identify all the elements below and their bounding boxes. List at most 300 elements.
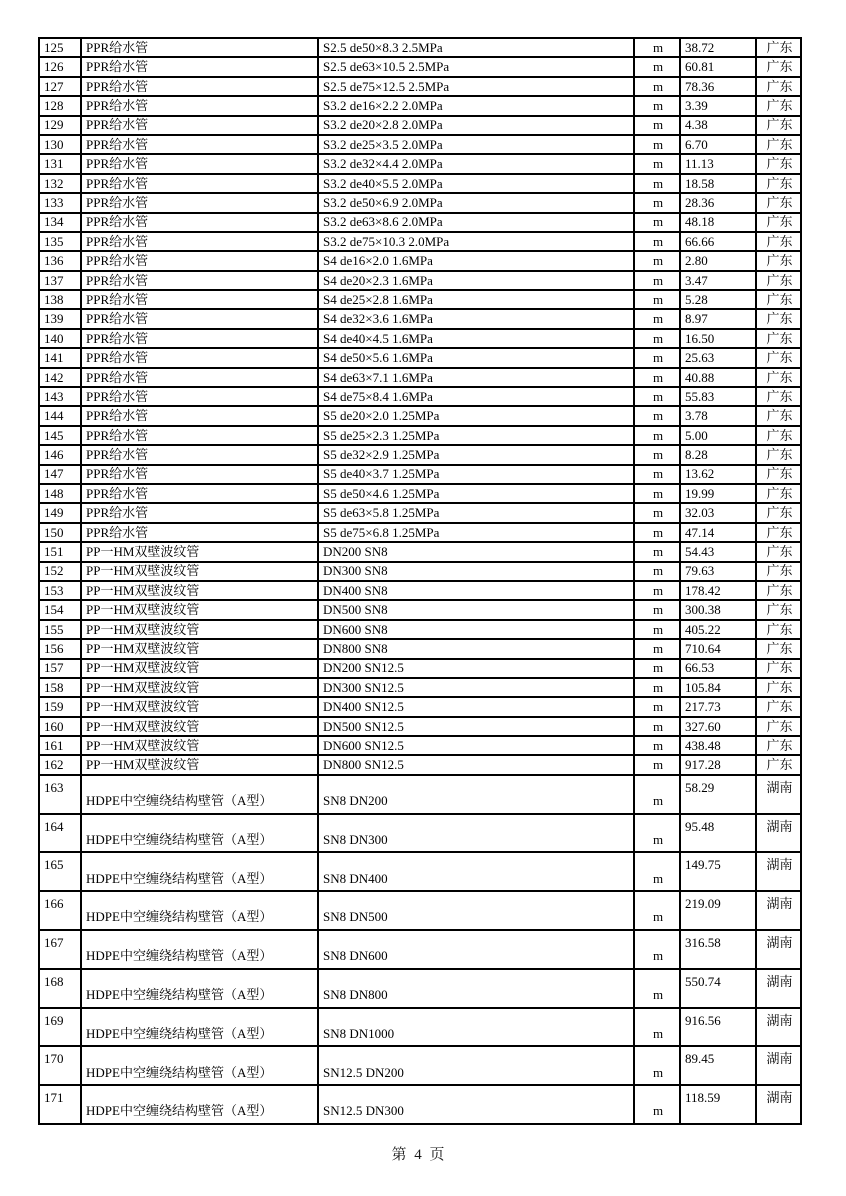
price-cell: 25.63 — [680, 348, 756, 367]
row-number-cell: 160 — [39, 717, 81, 736]
row-number-cell: 142 — [39, 368, 81, 387]
item-name-cell: PP一HM双壁波纹管 — [81, 717, 318, 736]
table-row — [39, 697, 801, 716]
row-number-cell: 168 — [39, 969, 81, 1008]
spec-cell: DN500 SN12.5 — [318, 717, 634, 736]
row-number-cell: 165 — [39, 852, 81, 891]
item-name-cell: PPR给水管 — [81, 251, 318, 270]
row-number-cell: 148 — [39, 484, 81, 503]
unit-cell: m — [634, 775, 680, 814]
spec-cell: S4 de32×3.6 1.6MPa — [318, 309, 634, 328]
spec-cell: S3.2 de32×4.4 2.0MPa — [318, 154, 634, 173]
item-name-cell: PPR给水管 — [81, 174, 318, 193]
region-cell: 广东 — [756, 755, 801, 774]
region-cell: 广东 — [756, 406, 801, 425]
unit-cell: m — [634, 523, 680, 542]
table-row — [39, 542, 801, 561]
unit-cell: m — [634, 891, 680, 930]
row-number-cell: 169 — [39, 1008, 81, 1047]
spec-cell: SN8 DN800 — [318, 969, 634, 1008]
spec-cell: SN8 DN300 — [318, 814, 634, 853]
spec-cell: DN800 SN8 — [318, 639, 634, 658]
spec-cell: S5 de75×6.8 1.25MPa — [318, 523, 634, 542]
region-cell: 广东 — [756, 697, 801, 716]
row-number-cell: 139 — [39, 309, 81, 328]
row-number-cell: 155 — [39, 620, 81, 639]
row-number-cell: 126 — [39, 57, 81, 76]
item-name-cell: HDPE中空缠绕结构壁管（A型） — [81, 969, 318, 1008]
item-name-cell: PP一HM双壁波纹管 — [81, 678, 318, 697]
spec-cell: S3.2 de75×10.3 2.0MPa — [318, 232, 634, 251]
item-name-cell: PPR给水管 — [81, 523, 318, 542]
unit-cell: m — [634, 38, 680, 57]
price-cell: 6.70 — [680, 135, 756, 154]
region-cell: 广东 — [756, 484, 801, 503]
table-row — [39, 891, 801, 930]
table-row — [39, 639, 801, 658]
table-row — [39, 1008, 801, 1047]
price-cell: 60.81 — [680, 57, 756, 76]
table-row — [39, 135, 801, 154]
unit-cell: m — [634, 406, 680, 425]
item-name-cell: PPR给水管 — [81, 96, 318, 115]
item-name-cell: PPR给水管 — [81, 290, 318, 309]
row-number-cell: 136 — [39, 251, 81, 270]
price-cell: 217.73 — [680, 697, 756, 716]
item-name-cell: PP一HM双壁波纹管 — [81, 697, 318, 716]
spec-cell: S3.2 de16×2.2 2.0MPa — [318, 96, 634, 115]
row-number-cell: 149 — [39, 503, 81, 522]
region-cell: 广东 — [756, 77, 801, 96]
item-name-cell: PPR给水管 — [81, 232, 318, 251]
spec-cell: S5 de32×2.9 1.25MPa — [318, 445, 634, 464]
item-name-cell: HDPE中空缠绕结构壁管（A型） — [81, 852, 318, 891]
unit-cell: m — [634, 135, 680, 154]
table-row — [39, 290, 801, 309]
region-cell: 广东 — [756, 251, 801, 270]
row-number-cell: 166 — [39, 891, 81, 930]
row-number-cell: 154 — [39, 600, 81, 619]
item-name-cell: PP一HM双壁波纹管 — [81, 581, 318, 600]
price-cell: 105.84 — [680, 678, 756, 697]
spec-cell: S4 de40×4.5 1.6MPa — [318, 329, 634, 348]
row-number-cell: 151 — [39, 542, 81, 561]
table-row — [39, 678, 801, 697]
row-number-cell: 132 — [39, 174, 81, 193]
price-cell: 3.47 — [680, 271, 756, 290]
spec-cell: SN8 DN200 — [318, 775, 634, 814]
price-cell: 219.09 — [680, 891, 756, 930]
price-cell: 40.88 — [680, 368, 756, 387]
spec-cell: SN12.5 DN200 — [318, 1046, 634, 1085]
unit-cell: m — [634, 232, 680, 251]
spec-cell: DN400 SN12.5 — [318, 697, 634, 716]
table-row — [39, 600, 801, 619]
table-row — [39, 581, 801, 600]
table-row — [39, 271, 801, 290]
price-table — [38, 37, 802, 1125]
price-cell: 8.97 — [680, 309, 756, 328]
region-cell: 广东 — [756, 581, 801, 600]
region-cell: 湖南 — [756, 930, 801, 969]
row-number-cell: 146 — [39, 445, 81, 464]
row-number-cell: 134 — [39, 213, 81, 232]
item-name-cell: PP一HM双壁波纹管 — [81, 659, 318, 678]
row-number-cell: 167 — [39, 930, 81, 969]
table-row — [39, 852, 801, 891]
region-cell: 广东 — [756, 271, 801, 290]
price-cell: 18.58 — [680, 174, 756, 193]
spec-cell: S4 de20×2.3 1.6MPa — [318, 271, 634, 290]
region-cell: 广东 — [756, 329, 801, 348]
page-footer — [38, 1143, 800, 1164]
region-cell: 广东 — [756, 717, 801, 736]
spec-cell: S2.5 de75×12.5 2.5MPa — [318, 77, 634, 96]
table-row — [39, 445, 801, 464]
table-row — [39, 620, 801, 639]
unit-cell: m — [634, 96, 680, 115]
unit-cell: m — [634, 1008, 680, 1047]
spec-cell: S4 de63×7.1 1.6MPa — [318, 368, 634, 387]
table-row — [39, 348, 801, 367]
table-row — [39, 174, 801, 193]
table-row — [39, 329, 801, 348]
region-cell: 广东 — [756, 426, 801, 445]
item-name-cell: PPR给水管 — [81, 77, 318, 96]
item-name-cell: PP一HM双壁波纹管 — [81, 639, 318, 658]
region-cell: 广东 — [756, 38, 801, 57]
region-cell: 广东 — [756, 368, 801, 387]
region-cell: 广东 — [756, 174, 801, 193]
row-number-cell: 145 — [39, 426, 81, 445]
price-cell: 66.53 — [680, 659, 756, 678]
table-row — [39, 659, 801, 678]
region-cell: 广东 — [756, 736, 801, 755]
price-cell: 28.36 — [680, 193, 756, 212]
unit-cell: m — [634, 368, 680, 387]
region-cell: 广东 — [756, 387, 801, 406]
unit-cell: m — [634, 969, 680, 1008]
unit-cell: m — [634, 736, 680, 755]
region-cell: 广东 — [756, 562, 801, 581]
region-cell: 广东 — [756, 445, 801, 464]
row-number-cell: 138 — [39, 290, 81, 309]
unit-cell: m — [634, 348, 680, 367]
spec-cell: S3.2 de50×6.9 2.0MPa — [318, 193, 634, 212]
price-cell: 4.38 — [680, 116, 756, 135]
price-cell: 316.58 — [680, 930, 756, 969]
item-name-cell: HDPE中空缠绕结构壁管（A型） — [81, 775, 318, 814]
row-number-cell: 141 — [39, 348, 81, 367]
price-cell: 3.39 — [680, 96, 756, 115]
unit-cell: m — [634, 639, 680, 658]
row-number-cell: 161 — [39, 736, 81, 755]
table-row — [39, 503, 801, 522]
price-cell: 178.42 — [680, 581, 756, 600]
table-row — [39, 562, 801, 581]
row-number-cell: 127 — [39, 77, 81, 96]
region-cell: 广东 — [756, 678, 801, 697]
unit-cell: m — [634, 484, 680, 503]
row-number-cell: 164 — [39, 814, 81, 853]
price-cell: 58.29 — [680, 775, 756, 814]
spec-cell: DN200 SN8 — [318, 542, 634, 561]
row-number-cell: 170 — [39, 1046, 81, 1085]
region-cell: 广东 — [756, 154, 801, 173]
price-table-body — [39, 38, 801, 1124]
item-name-cell: PPR给水管 — [81, 426, 318, 445]
table-row — [39, 193, 801, 212]
region-cell: 湖南 — [756, 891, 801, 930]
item-name-cell: PPR给水管 — [81, 135, 318, 154]
spec-cell: S5 de63×5.8 1.25MPa — [318, 503, 634, 522]
price-cell: 19.99 — [680, 484, 756, 503]
table-row — [39, 465, 801, 484]
unit-cell: m — [634, 271, 680, 290]
price-cell: 55.83 — [680, 387, 756, 406]
unit-cell: m — [634, 1085, 680, 1124]
table-row — [39, 309, 801, 328]
row-number-cell: 125 — [39, 38, 81, 57]
unit-cell: m — [634, 77, 680, 96]
region-cell: 湖南 — [756, 969, 801, 1008]
item-name-cell: PP一HM双壁波纹管 — [81, 620, 318, 639]
item-name-cell: PPR给水管 — [81, 38, 318, 57]
unit-cell: m — [634, 193, 680, 212]
price-cell: 78.36 — [680, 77, 756, 96]
price-cell: 11.13 — [680, 154, 756, 173]
price-cell: 54.43 — [680, 542, 756, 561]
spec-cell: DN400 SN8 — [318, 581, 634, 600]
row-number-cell: 171 — [39, 1085, 81, 1124]
spec-cell: DN600 SN12.5 — [318, 736, 634, 755]
unit-cell: m — [634, 600, 680, 619]
row-number-cell: 163 — [39, 775, 81, 814]
table-row — [39, 755, 801, 774]
table-row — [39, 38, 801, 57]
region-cell: 广东 — [756, 309, 801, 328]
table-row — [39, 96, 801, 115]
row-number-cell: 133 — [39, 193, 81, 212]
unit-cell: m — [634, 445, 680, 464]
price-cell: 118.59 — [680, 1085, 756, 1124]
table-row — [39, 426, 801, 445]
spec-cell: DN200 SN12.5 — [318, 659, 634, 678]
item-name-cell: PPR给水管 — [81, 445, 318, 464]
unit-cell: m — [634, 697, 680, 716]
table-row — [39, 387, 801, 406]
unit-cell: m — [634, 659, 680, 678]
unit-cell: m — [634, 309, 680, 328]
region-cell: 广东 — [756, 116, 801, 135]
spec-cell: SN8 DN1000 — [318, 1008, 634, 1047]
spec-cell: S4 de50×5.6 1.6MPa — [318, 348, 634, 367]
spec-cell: S5 de20×2.0 1.25MPa — [318, 406, 634, 425]
price-cell: 2.80 — [680, 251, 756, 270]
price-cell: 405.22 — [680, 620, 756, 639]
price-cell: 438.48 — [680, 736, 756, 755]
row-number-cell: 135 — [39, 232, 81, 251]
spec-cell: S4 de25×2.8 1.6MPa — [318, 290, 634, 309]
price-cell: 89.45 — [680, 1046, 756, 1085]
item-name-cell: HDPE中空缠绕结构壁管（A型） — [81, 814, 318, 853]
region-cell: 广东 — [756, 465, 801, 484]
item-name-cell: PPR给水管 — [81, 154, 318, 173]
item-name-cell: PPR给水管 — [81, 309, 318, 328]
item-name-cell: PPR给水管 — [81, 348, 318, 367]
row-number-cell: 162 — [39, 755, 81, 774]
table-row — [39, 406, 801, 425]
region-cell: 广东 — [756, 348, 801, 367]
table-row — [39, 814, 801, 853]
unit-cell: m — [634, 755, 680, 774]
spec-cell: SN8 DN400 — [318, 852, 634, 891]
item-name-cell: PPR给水管 — [81, 406, 318, 425]
unit-cell: m — [634, 251, 680, 270]
spec-cell: S5 de25×2.3 1.25MPa — [318, 426, 634, 445]
unit-cell: m — [634, 852, 680, 891]
row-number-cell: 150 — [39, 523, 81, 542]
unit-cell: m — [634, 174, 680, 193]
spec-cell: DN300 SN8 — [318, 562, 634, 581]
price-cell: 3.78 — [680, 406, 756, 425]
table-row — [39, 1085, 801, 1124]
unit-cell: m — [634, 116, 680, 135]
row-number-cell: 153 — [39, 581, 81, 600]
price-cell: 5.28 — [680, 290, 756, 309]
spec-cell: S3.2 de20×2.8 2.0MPa — [318, 116, 634, 135]
unit-cell: m — [634, 717, 680, 736]
price-cell: 13.62 — [680, 465, 756, 484]
item-name-cell: PPR给水管 — [81, 503, 318, 522]
item-name-cell: PP一HM双壁波纹管 — [81, 755, 318, 774]
spec-cell: SN12.5 DN300 — [318, 1085, 634, 1124]
item-name-cell: PPR给水管 — [81, 484, 318, 503]
region-cell: 湖南 — [756, 852, 801, 891]
item-name-cell: PPR给水管 — [81, 116, 318, 135]
row-number-cell: 144 — [39, 406, 81, 425]
table-row — [39, 484, 801, 503]
row-number-cell: 128 — [39, 96, 81, 115]
region-cell: 湖南 — [756, 1008, 801, 1047]
row-number-cell: 159 — [39, 697, 81, 716]
item-name-cell: PP一HM双壁波纹管 — [81, 562, 318, 581]
spec-cell: S2.5 de50×8.3 2.5MPa — [318, 38, 634, 57]
row-number-cell: 158 — [39, 678, 81, 697]
price-cell: 149.75 — [680, 852, 756, 891]
region-cell: 湖南 — [756, 1085, 801, 1124]
row-number-cell: 147 — [39, 465, 81, 484]
region-cell: 广东 — [756, 600, 801, 619]
price-cell: 710.64 — [680, 639, 756, 658]
row-number-cell: 137 — [39, 271, 81, 290]
table-row — [39, 77, 801, 96]
price-cell: 16.50 — [680, 329, 756, 348]
spec-cell: DN800 SN12.5 — [318, 755, 634, 774]
region-cell: 广东 — [756, 290, 801, 309]
spec-cell: S3.2 de40×5.5 2.0MPa — [318, 174, 634, 193]
spec-cell: S5 de40×3.7 1.25MPa — [318, 465, 634, 484]
spec-cell: S5 de50×4.6 1.25MPa — [318, 484, 634, 503]
region-cell: 广东 — [756, 213, 801, 232]
row-number-cell: 140 — [39, 329, 81, 348]
price-cell: 79.63 — [680, 562, 756, 581]
spec-cell: SN8 DN600 — [318, 930, 634, 969]
spec-cell: DN500 SN8 — [318, 600, 634, 619]
price-cell: 550.74 — [680, 969, 756, 1008]
region-cell: 广东 — [756, 96, 801, 115]
row-number-cell: 156 — [39, 639, 81, 658]
page-number-label: 第 4 页 — [391, 1147, 447, 1163]
item-name-cell: PPR给水管 — [81, 271, 318, 290]
region-cell: 湖南 — [756, 775, 801, 814]
unit-cell: m — [634, 1046, 680, 1085]
unit-cell: m — [634, 213, 680, 232]
table-row — [39, 523, 801, 542]
unit-cell: m — [634, 387, 680, 406]
row-number-cell: 143 — [39, 387, 81, 406]
table-row — [39, 930, 801, 969]
price-cell: 916.56 — [680, 1008, 756, 1047]
item-name-cell: PPR给水管 — [81, 193, 318, 212]
region-cell: 湖南 — [756, 814, 801, 853]
table-row — [39, 736, 801, 755]
unit-cell: m — [634, 620, 680, 639]
table-row — [39, 213, 801, 232]
region-cell: 广东 — [756, 620, 801, 639]
unit-cell: m — [634, 57, 680, 76]
region-cell: 广东 — [756, 659, 801, 678]
unit-cell: m — [634, 465, 680, 484]
unit-cell: m — [634, 678, 680, 697]
table-row — [39, 368, 801, 387]
spec-cell: S3.2 de63×8.6 2.0MPa — [318, 213, 634, 232]
spec-cell: SN8 DN500 — [318, 891, 634, 930]
spec-cell: DN600 SN8 — [318, 620, 634, 639]
region-cell: 广东 — [756, 523, 801, 542]
price-cell: 95.48 — [680, 814, 756, 853]
table-row — [39, 154, 801, 173]
spec-cell: S4 de75×8.4 1.6MPa — [318, 387, 634, 406]
table-row — [39, 232, 801, 251]
item-name-cell: HDPE中空缠绕结构壁管（A型） — [81, 930, 318, 969]
region-cell: 广东 — [756, 639, 801, 658]
unit-cell: m — [634, 562, 680, 581]
price-cell: 8.28 — [680, 445, 756, 464]
item-name-cell: PP一HM双壁波纹管 — [81, 736, 318, 755]
item-name-cell: PPR给水管 — [81, 57, 318, 76]
table-row — [39, 116, 801, 135]
unit-cell: m — [634, 154, 680, 173]
region-cell: 广东 — [756, 503, 801, 522]
table-row — [39, 1046, 801, 1085]
item-name-cell: PPR给水管 — [81, 213, 318, 232]
table-row — [39, 969, 801, 1008]
row-number-cell: 131 — [39, 154, 81, 173]
price-cell: 47.14 — [680, 523, 756, 542]
region-cell: 广东 — [756, 135, 801, 154]
unit-cell: m — [634, 329, 680, 348]
table-row — [39, 717, 801, 736]
row-number-cell: 129 — [39, 116, 81, 135]
unit-cell: m — [634, 290, 680, 309]
region-cell: 广东 — [756, 193, 801, 212]
region-cell: 广东 — [756, 542, 801, 561]
table-row — [39, 251, 801, 270]
item-name-cell: PPR给水管 — [81, 387, 318, 406]
price-cell: 300.38 — [680, 600, 756, 619]
unit-cell: m — [634, 814, 680, 853]
